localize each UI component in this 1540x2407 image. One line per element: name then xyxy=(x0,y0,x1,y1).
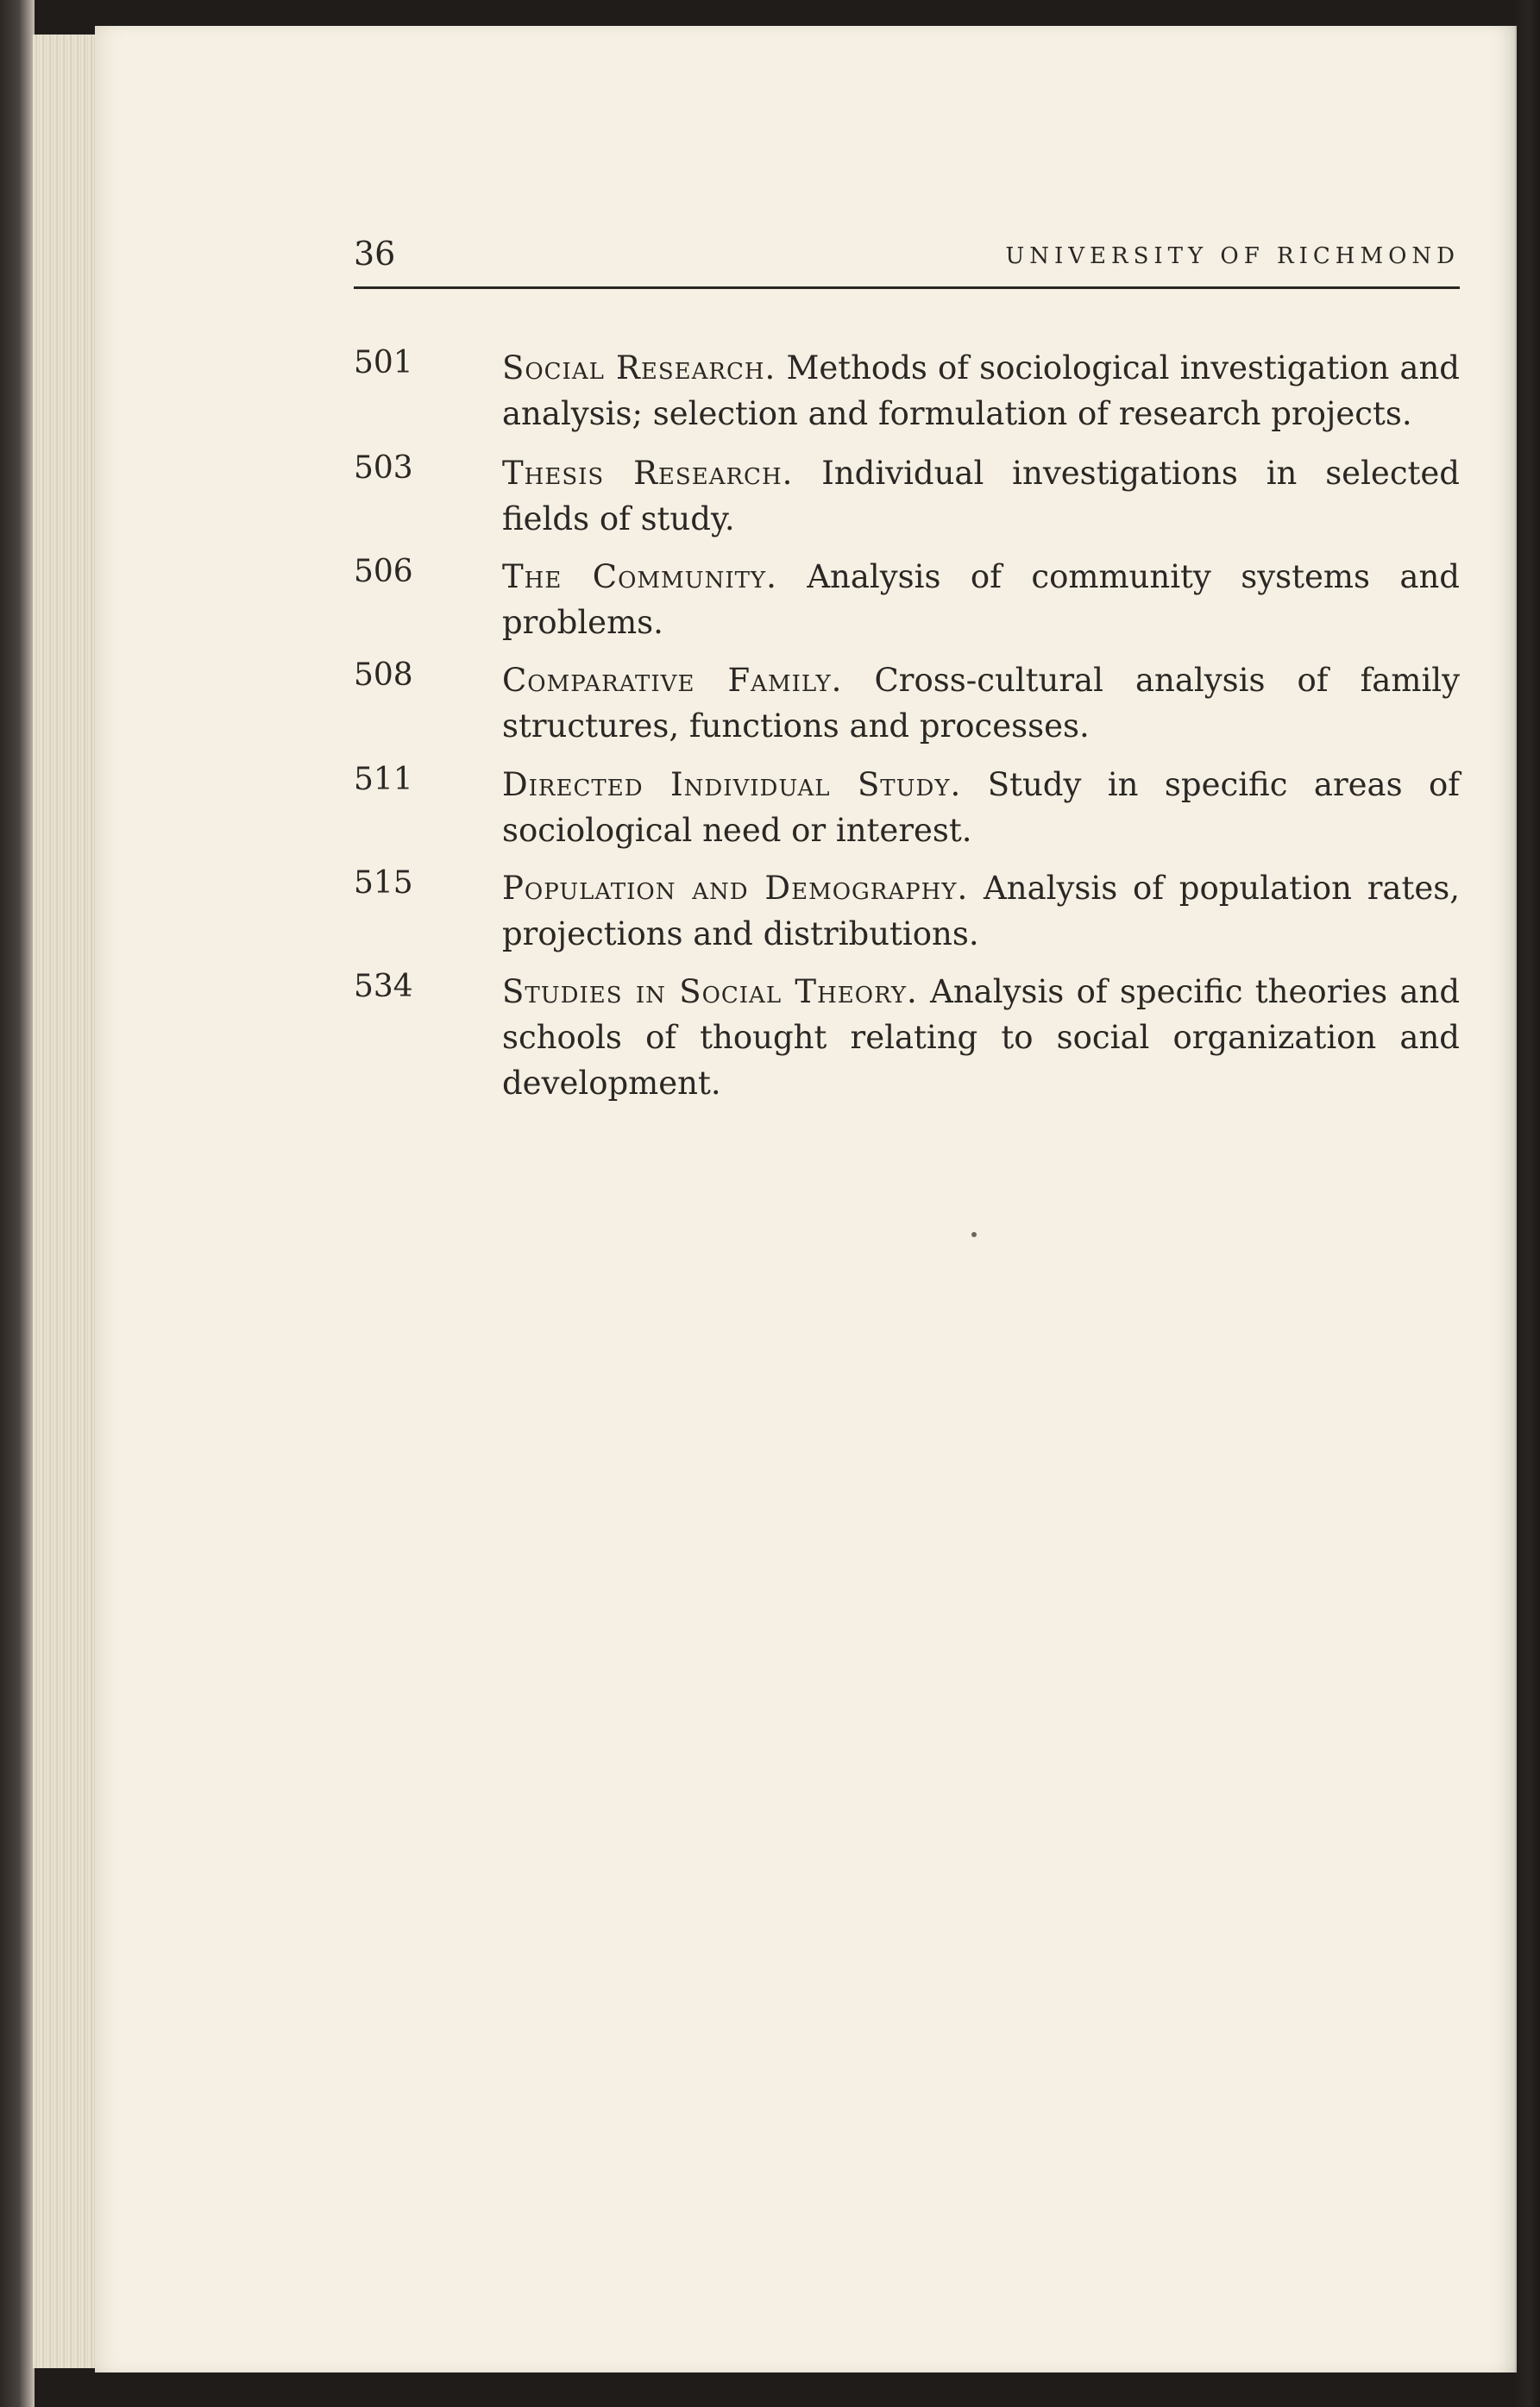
page-header xyxy=(354,233,1460,289)
course-text xyxy=(502,345,1460,437)
course-number: 501 xyxy=(354,345,413,380)
course-number: 508 xyxy=(354,657,413,693)
course-text xyxy=(502,657,1460,749)
course-title: Population and Demography. xyxy=(502,870,969,907)
course-description: Cross-cultural analysis of family structures, functions and processes. xyxy=(502,662,1461,745)
course-title: The Community. xyxy=(502,558,777,595)
course-description: Analysis of specific theories and schools of thought relating to social organization and development. xyxy=(502,973,1460,1102)
course-title: Studies in Social Theory. xyxy=(502,973,918,1010)
course-description: Analysis of community systems and problems. xyxy=(502,558,1460,641)
course-number: 534 xyxy=(354,969,413,1004)
course-number: 503 xyxy=(354,450,413,486)
course-title: Directed Individual Study. xyxy=(502,766,962,803)
ink-speck xyxy=(971,1232,977,1237)
course-number: 511 xyxy=(354,762,413,797)
course-description: Individual investigations in selected fields of study. xyxy=(502,455,1460,537)
page-shadow xyxy=(1514,0,1540,2407)
course-title: Social Research. xyxy=(502,349,776,387)
course-number: 515 xyxy=(354,865,413,901)
course-description: Analysis of population rates, projections and distributions. xyxy=(502,870,1461,952)
course-number: 506 xyxy=(354,554,413,589)
course-description: Study in specific areas of sociological need or interest. xyxy=(502,766,1460,849)
course-text xyxy=(502,865,1460,957)
page-number: 36 xyxy=(354,235,396,273)
course-text xyxy=(502,450,1460,542)
course-title: Thesis Research. xyxy=(502,455,794,492)
course-description: Methods of sociological investigation and analysis; selection and formulation of research projects. xyxy=(502,349,1460,432)
course-text xyxy=(502,554,1460,645)
book-binding xyxy=(0,0,35,2407)
course-title: Comparative Family. xyxy=(502,662,843,699)
course-text xyxy=(502,969,1460,1106)
running-head: UNIVERSITY OF RICHMOND xyxy=(1005,243,1460,269)
course-text xyxy=(502,762,1460,853)
